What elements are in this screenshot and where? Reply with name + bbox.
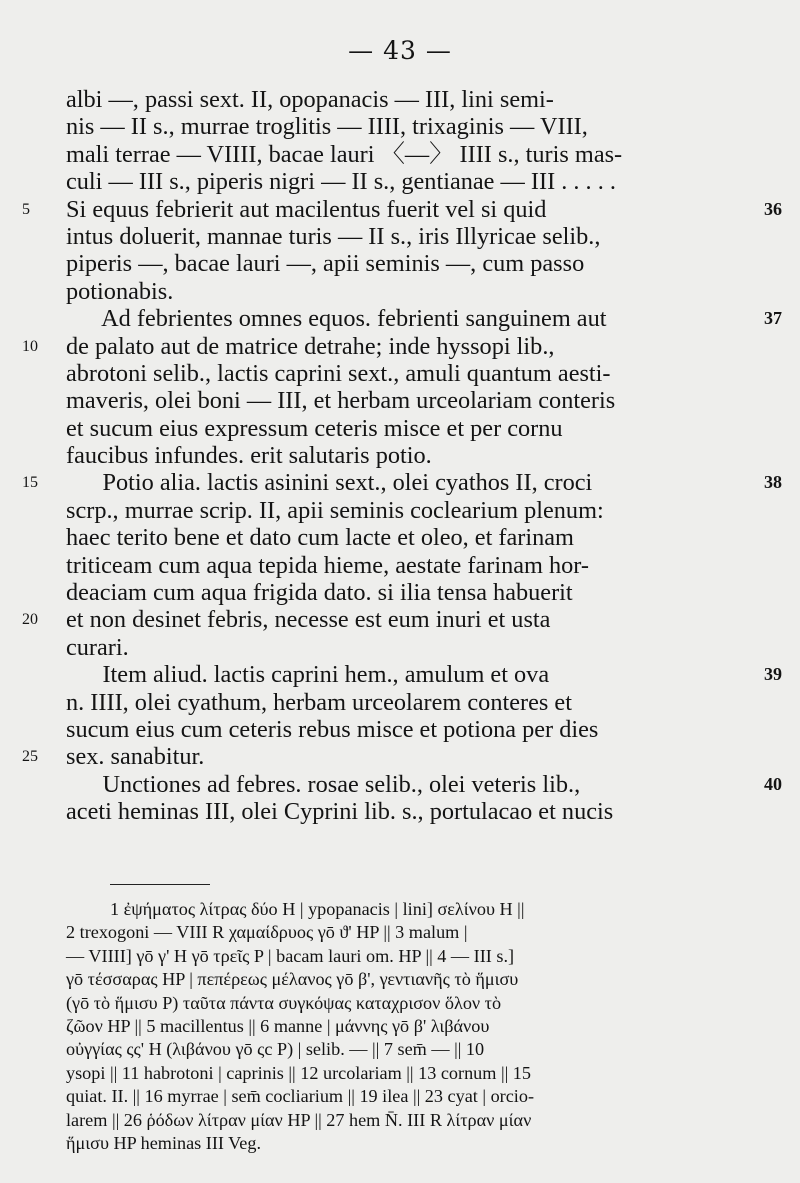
line-text: Item aliud. lactis caprini hem., amulum et ova	[66, 661, 550, 689]
line-number: 5	[22, 200, 30, 218]
text-line	[0, 497, 800, 524]
text-line	[0, 689, 800, 716]
line-text: maveris, olei boni — III, et herbam urceolariam conteris	[66, 387, 616, 415]
text-line	[0, 168, 800, 195]
apparatus-line: (γō τὸ ἥμισυ P) ταῦτα πάντα συγκόψας καταχρισον ὅλον τὸ	[66, 992, 502, 1013]
apparatus-line: 2 trexogoni — VIII R χαμαίδρυος γō ϑ' HP || 3 malum |	[66, 922, 468, 943]
text-line	[0, 716, 800, 743]
main-text	[0, 86, 800, 826]
chapter-number: 36	[764, 198, 782, 219]
line-text: albi —, passi sext. II, opopanacis — III, lini semi-	[66, 86, 554, 113]
text-line	[0, 113, 800, 140]
text-line	[0, 250, 800, 277]
text-line	[0, 86, 800, 113]
text-line	[0, 771, 800, 798]
line-text: n. IIII, olei cyathum, herbam urceolarem conteres et	[66, 688, 572, 716]
apparatus-line: οὐγγίας ςς' H (λιβάνου γō ςc P) | selib. — || 7 sem̄ — || 10	[66, 1039, 485, 1060]
critical-apparatus	[0, 898, 800, 1155]
text-line	[0, 278, 800, 305]
line-text: et sucum eius expressum ceteris misce et per cornu	[66, 414, 563, 442]
text-line	[0, 223, 800, 250]
line-text: scrp., murrae scrip. II, apii seminis coclearium plenum:	[66, 496, 604, 524]
apparatus-line: quiat. II. || 16 myrrae | sem̄ cocliarium || 19 ilea || 23 cyat | orcio-	[66, 1086, 534, 1107]
line-text: culi — III s., piperis nigri — II s., gentianae — III . . . . .	[66, 168, 616, 196]
apparatus-line: 1 ἐψήματος λίτρας δύο H | ypopanacis | lini] σελίνου H ||	[110, 899, 525, 919]
text-line	[0, 661, 800, 688]
line-number: 25	[22, 748, 38, 766]
text-line	[0, 141, 800, 168]
text-line	[0, 469, 800, 496]
line-text: faucibus infundes. erit salutaris potio.	[66, 442, 432, 470]
text-line	[0, 634, 800, 661]
line-text: de palato aut de matrice detrahe; inde hyssopi lib.,	[66, 332, 555, 360]
line-text: aceti heminas III, olei Cyprini lib. s., portulacao et nucis	[66, 798, 614, 826]
apparatus-line: γō τέσσαρας HP | πεπέρεως μέλανος γō β', γεντιανῆς τὸ ἥμισυ	[66, 969, 519, 990]
text-line	[0, 415, 800, 442]
line-number: 20	[22, 611, 38, 629]
apparatus-line: larem || 26 ῥόδων λίτραν μίαν HP || 27 hem N̄. III R λίτραν μίαν	[66, 1109, 532, 1130]
line-text: Ad febrientes omnes equos. febrienti sanguinem aut	[66, 305, 607, 333]
chapter-number: 40	[764, 773, 782, 794]
text-line	[0, 360, 800, 387]
line-text: triticeam cum aqua tepida hieme, aestate farinam hor-	[66, 551, 589, 579]
text-line	[0, 798, 800, 825]
chapter-number: 37	[764, 308, 782, 329]
text-line	[0, 524, 800, 551]
line-text: curari.	[66, 633, 129, 661]
line-text: abrotoni selib., lactis caprini sext., amuli quantum aesti-	[66, 359, 611, 387]
line-text: piperis —, bacae lauri —, apii seminis —, cum passo	[66, 250, 585, 278]
chapter-number: 38	[764, 472, 782, 493]
line-text: et non desinet febris, necesse est eum inuri et usta	[66, 606, 551, 634]
text-line	[0, 579, 800, 606]
apparatus-line: ysopi || 11 habrotoni | caprinis || 12 urcolariam || 13 cornum || 15	[66, 1062, 531, 1083]
apparatus-line: ἥμισυ HP heminas III Veg.	[66, 1132, 262, 1153]
text-line	[0, 333, 800, 360]
line-text: potionabis.	[66, 277, 174, 305]
line-number: 15	[22, 474, 38, 492]
line-text: sucum eius cum ceteris rebus misce et potiona per dies	[66, 715, 599, 743]
line-text: Potio alia. lactis asinini sext., olei cyathos II, croci	[66, 469, 593, 497]
text-line	[0, 743, 800, 770]
chapter-number: 39	[764, 664, 782, 685]
text-line	[0, 442, 800, 469]
line-text: deaciam cum aqua frigida dato. si ilia tensa habuerit	[66, 579, 573, 607]
text-line	[0, 606, 800, 633]
text-line	[0, 196, 800, 223]
line-text: intus doluerit, mannae turis — II s., iris Illyricae selib.,	[66, 222, 601, 250]
line-text: Si equus febrierit aut macilentus fuerit vel si quid	[66, 195, 547, 223]
text-line	[0, 552, 800, 579]
line-number: 10	[22, 337, 38, 355]
line-text: haec terito bene et dato cum lacte et oleo, et farinam	[66, 524, 574, 552]
line-text: mali terrae — VIIII, bacae lauri 〈—〉 IIII s., turis mas-	[66, 140, 623, 168]
page-number: — 43 —	[348, 36, 452, 65]
text-line	[0, 387, 800, 414]
line-text: nis — II s., murrae troglitis — IIII, trixaginis — VIII,	[66, 113, 588, 141]
line-text: sex. sanabitur.	[66, 743, 205, 771]
footnote-divider	[110, 884, 210, 885]
text-line	[0, 305, 800, 332]
line-text: Unctiones ad febres. rosae selib., olei veteris lib.,	[66, 770, 581, 798]
apparatus-line: — VIIII] γō γ' H γō τρεῖς P | bacam lauri om. HP || 4 — III s.]	[66, 945, 515, 966]
apparatus-line: ζῶον HP || 5 macillentus || 6 manne | μάννης γō β' λιβάνου	[66, 1015, 490, 1036]
